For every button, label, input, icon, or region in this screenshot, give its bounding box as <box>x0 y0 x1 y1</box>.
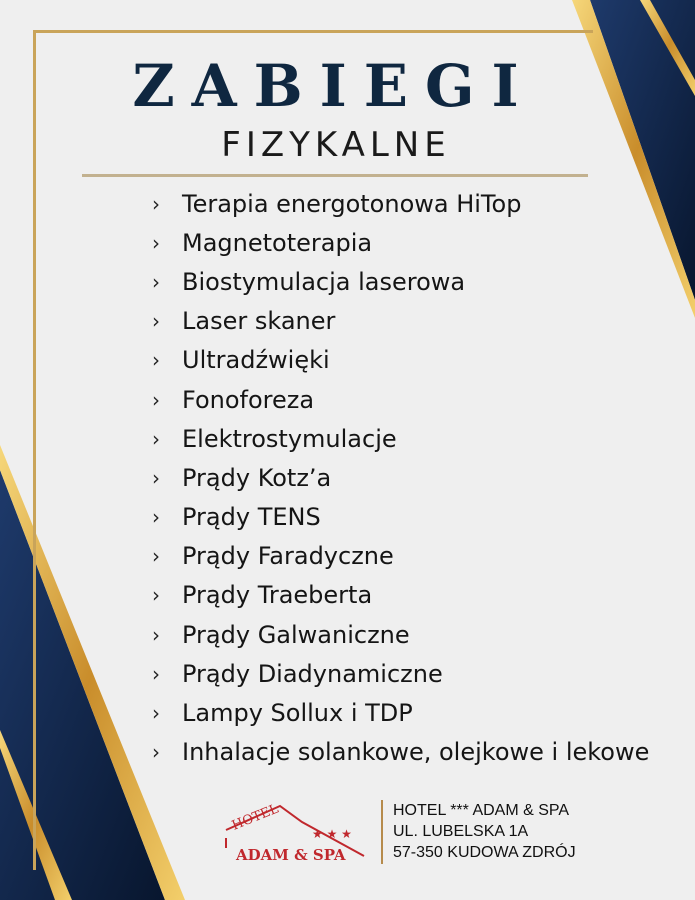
list-item-label: Ultradźwięki <box>182 346 330 375</box>
list-item-label: Elektrostymulacje <box>182 424 397 453</box>
logo-stars: ★ ★ ★ <box>312 827 352 841</box>
hotel-logo <box>224 800 374 866</box>
chevron-right-icon: › <box>152 309 160 334</box>
list-item <box>152 380 649 419</box>
list-item <box>152 223 649 262</box>
list-item <box>152 576 649 615</box>
list-item-label: Prądy Diadynamiczne <box>182 659 443 688</box>
chevron-right-icon: › <box>152 465 160 490</box>
list-item-label: Biostymulacja laserowa <box>182 267 466 296</box>
chevron-right-icon: › <box>152 583 160 608</box>
list-item <box>152 341 649 380</box>
list-item-label: Prądy Faradyczne <box>182 542 394 571</box>
list-item-label: Lampy Sollux i TDP <box>182 699 413 728</box>
page-title: ZABIEGI <box>132 52 536 120</box>
list-item <box>152 262 649 301</box>
address-line-3: 57-350 KUDOWA ZDRÓJ <box>393 844 576 861</box>
list-item-label: Prądy Traeberta <box>182 581 373 610</box>
list-item <box>152 184 649 223</box>
list-item <box>152 615 649 654</box>
address-line-1: HOTEL *** ADAM & SPA <box>393 802 570 819</box>
chevron-right-icon: › <box>152 191 160 216</box>
footer-divider <box>381 800 383 864</box>
list-item-label: Laser skaner <box>182 307 336 336</box>
list-item <box>152 733 649 772</box>
chevron-right-icon: › <box>152 505 160 530</box>
chevron-right-icon: › <box>152 622 160 647</box>
list-item-label: Prądy Kotz’a <box>182 463 332 492</box>
list-item-label: Prądy TENS <box>182 503 321 532</box>
list-item <box>152 693 649 732</box>
page-subtitle: FIZYKALNE <box>221 125 451 165</box>
list-item <box>152 537 649 576</box>
logo-hotel-text: HOTEL <box>229 801 281 834</box>
hotel-address <box>393 800 576 863</box>
chevron-right-icon: › <box>152 661 160 686</box>
chevron-right-icon: › <box>152 230 160 255</box>
list-item-label: Magnetoterapia <box>182 228 373 257</box>
address-line-2: UL. LUBELSKA 1A <box>393 823 529 840</box>
list-item-label: Inhalacje solankowe, olejkowe i lekowe <box>182 738 650 767</box>
list-item <box>152 498 649 537</box>
list-item-label: Fonoforeza <box>182 385 315 414</box>
list-item <box>152 458 649 497</box>
chevron-right-icon: › <box>152 740 160 765</box>
chevron-right-icon: › <box>152 269 160 294</box>
title-divider <box>82 174 588 177</box>
list-item <box>152 419 649 458</box>
chevron-right-icon: › <box>152 426 160 451</box>
list-item-label: Prądy Galwaniczne <box>182 620 410 649</box>
list-item-label: Terapia energotonowa HiTop <box>182 189 522 218</box>
treatment-list <box>152 184 649 772</box>
logo-name-text: ADAM & SPA <box>236 846 346 864</box>
list-item <box>152 302 649 341</box>
chevron-right-icon: › <box>152 701 160 726</box>
chevron-right-icon: › <box>152 387 160 412</box>
chevron-right-icon: › <box>152 348 160 373</box>
chevron-right-icon: › <box>152 544 160 569</box>
list-item <box>152 654 649 693</box>
